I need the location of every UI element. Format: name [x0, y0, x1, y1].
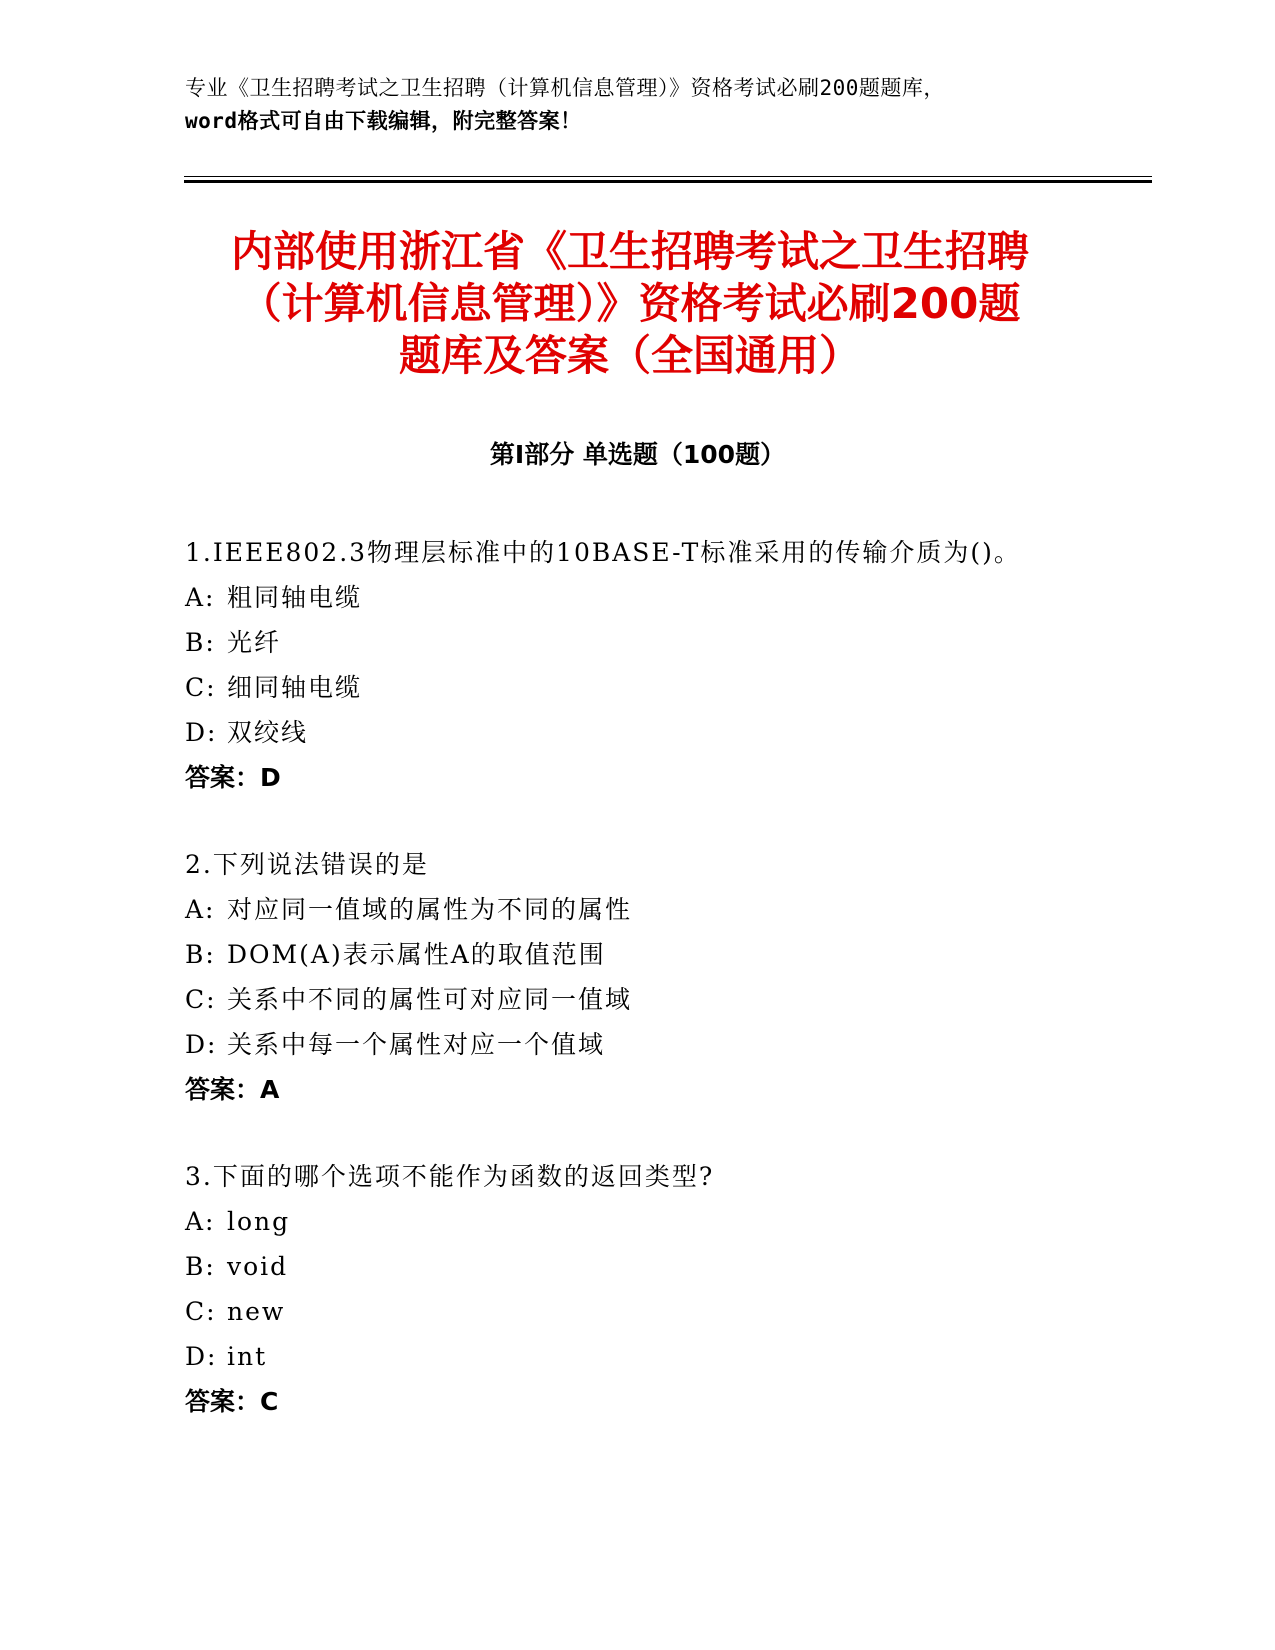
header-note-line-2: word格式可自由下载编辑，附完整答案！ [185, 109, 582, 133]
question-stem: 3.下面的哪个选项不能作为函数的返回类型? [185, 1162, 715, 1191]
question-2 [185, 842, 1105, 1112]
header-note-line-1: 专业《卫生招聘考试之卫生招聘（计算机信息管理）》资格考试必刷200题题库， [185, 76, 945, 100]
option-text: 对应同一值域的属性为不同的属性 [227, 895, 633, 924]
document-title-line-3: 题库及答案（全国通用） [398, 331, 861, 380]
header-divider-thin [184, 176, 1152, 177]
question-stem: 1.IEEE802.3物理层标准中的10BASE-T标准采用的传输介质为()。 [185, 538, 1021, 567]
option-text: int [227, 1342, 268, 1371]
option-letter: C: [185, 673, 217, 702]
option-text: 双绞线 [227, 718, 309, 747]
option-c [185, 1289, 1105, 1334]
option-letter: B: [185, 628, 216, 657]
option-b [185, 1244, 1105, 1289]
answer-line: 答案：C [185, 1387, 279, 1416]
option-letter: B: [185, 1252, 216, 1281]
option-letter: C: [185, 985, 217, 1014]
option-b [185, 932, 1105, 977]
option-a [185, 575, 1105, 620]
option-text: 关系中每一个属性对应一个值域 [227, 1030, 606, 1059]
option-b [185, 620, 1105, 665]
option-text: 细同轴电缆 [227, 673, 363, 702]
option-text: long [227, 1207, 291, 1236]
option-letter: D: [185, 1342, 218, 1371]
question-list [185, 530, 1105, 1466]
option-letter: B: [185, 940, 216, 969]
option-text: 粗同轴电缆 [227, 583, 363, 612]
option-c [185, 665, 1105, 710]
question-1 [185, 530, 1105, 800]
header-divider-thick [184, 180, 1152, 183]
option-a [185, 887, 1105, 932]
document-title-line-1: 内部使用浙江省《卫生招聘考试之卫生招聘 [230, 227, 1029, 276]
option-text: DOM(A)表示属性A的取值范围 [227, 940, 606, 969]
option-letter: C: [185, 1297, 217, 1326]
section-title: 第Ⅰ部分 单选题（100题） [489, 440, 786, 469]
document-title [180, 226, 1080, 382]
option-letter: D: [185, 1030, 218, 1059]
document-title-line-2: （计算机信息管理）》资格考试必刷200题 [239, 279, 1021, 328]
answer-line: 答案：A [185, 1075, 280, 1104]
option-d [185, 1022, 1105, 1067]
option-text: void [227, 1252, 289, 1281]
header-note [185, 72, 1085, 138]
option-c [185, 977, 1105, 1022]
question-3 [185, 1154, 1105, 1424]
option-letter: D: [185, 718, 218, 747]
option-text: 关系中不同的属性可对应同一值域 [227, 985, 633, 1014]
option-text: new [227, 1297, 286, 1326]
option-letter: A: [185, 895, 216, 924]
option-d [185, 1334, 1105, 1379]
answer-line: 答案：D [185, 763, 281, 792]
option-letter: A: [185, 1207, 216, 1236]
question-stem: 2.下列说法错误的是 [185, 850, 429, 879]
option-text: 光纤 [227, 628, 282, 657]
option-a [185, 1199, 1105, 1244]
option-letter: A: [185, 583, 216, 612]
option-d [185, 710, 1105, 755]
